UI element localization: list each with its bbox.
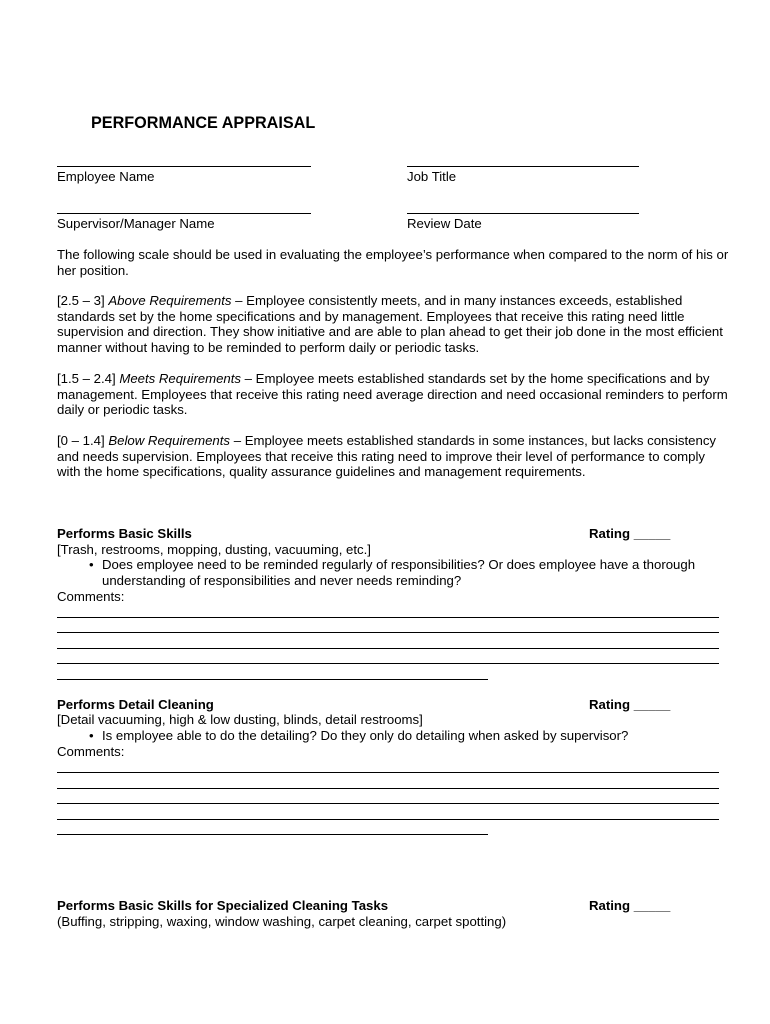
scale-text: – Employee meets established standards set by the home specifications and by management. Employees that receive this rating need average direction and need occasional reminders to perform daily or periodic tasks. xyxy=(57,371,728,418)
section-basic-skills-subtitle: [Trash, restrooms, mopping, dusting, vacuuming, etc.] xyxy=(57,542,371,557)
section-specialized-tasks-subtitle: (Buffing, stripping, waxing, window washing, carpet cleaning, carpet spotting) xyxy=(57,914,507,929)
scale-range: [2.5 – 3] xyxy=(57,293,105,308)
scale-above-requirements xyxy=(57,293,729,355)
page-title: PERFORMANCE APPRAISAL xyxy=(91,114,316,132)
section-specialized-tasks-title: Performs Basic Skills for Specialized Cleaning Tasks xyxy=(57,898,389,913)
comment-line[interactable] xyxy=(57,679,488,680)
bullet-text: Is employee able to do the detailing? Do they only do detailing when asked by supervisor? xyxy=(102,728,629,743)
job-title-line[interactable] xyxy=(407,166,639,167)
comment-line[interactable] xyxy=(57,788,719,789)
scale-label: Below Requirements xyxy=(108,433,231,448)
supervisor-name-label: Supervisor/Manager Name xyxy=(57,216,215,231)
comment-line[interactable] xyxy=(57,663,719,664)
section-basic-skills-title: Performs Basic Skills xyxy=(57,526,192,541)
section-detail-cleaning-bullet xyxy=(89,728,742,744)
scale-meets-requirements xyxy=(57,371,729,418)
section-detail-cleaning-subtitle: [Detail vacuuming, high & low dusting, blinds, detail restrooms] xyxy=(57,712,423,727)
bullet-icon: • xyxy=(89,728,94,743)
section-basic-skills-bullet xyxy=(89,557,742,588)
comment-line[interactable] xyxy=(57,834,488,835)
comment-line[interactable] xyxy=(57,819,719,820)
section-detail-cleaning-comments-label: Comments: xyxy=(57,744,125,759)
supervisor-name-line[interactable] xyxy=(57,213,311,214)
comment-line[interactable] xyxy=(57,803,719,804)
bullet-icon: • xyxy=(89,557,94,572)
scale-label: Meets Requirements xyxy=(119,371,241,386)
section-detail-cleaning-rating[interactable]: Rating _____ xyxy=(589,697,671,712)
scale-range: [0 – 1.4] xyxy=(57,433,105,448)
section-specialized-tasks-rating[interactable]: Rating _____ xyxy=(589,898,671,913)
bullet-text: Does employee need to be reminded regularly of responsibilities? Or does employee have a thorough understanding of responsibilities and never needs reminding? xyxy=(102,557,696,588)
review-date-label: Review Date xyxy=(407,216,482,231)
intro-paragraph: The following scale should be used in evaluating the employee’s performance when compared to the norm of his or her position. xyxy=(57,247,729,278)
section-detail-cleaning-title: Performs Detail Cleaning xyxy=(57,697,214,712)
employee-name-line[interactable] xyxy=(57,166,311,167)
scale-text: – Employee consistently meets, and in many instances exceeds, established standards set by the home specifications and by management. Employees that receive this rating need little supervision and direction. They show initiative and are able to plan ahead to get their job done in the most efficient manner without having to be reminded to perform daily or periodic tasks. xyxy=(57,293,723,355)
section-basic-skills-rating[interactable]: Rating _____ xyxy=(589,526,671,541)
scale-label: Above Requirements xyxy=(108,293,232,308)
scale-range: [1.5 – 2.4] xyxy=(57,371,116,386)
employee-name-label: Employee Name xyxy=(57,169,155,184)
job-title-label: Job Title xyxy=(407,169,457,184)
scale-below-requirements xyxy=(57,433,729,480)
comment-line[interactable] xyxy=(57,632,719,633)
section-basic-skills-comments-label: Comments: xyxy=(57,589,125,604)
comment-line[interactable] xyxy=(57,648,719,649)
comment-line[interactable] xyxy=(57,617,719,618)
scale-text: – Employee meets established standards in some instances, but lacks consistency and needs supervision. Employees that receive this rating need to improve their level of performance to comply with the home specifications, quality assurance guidelines and management requirements. xyxy=(57,433,717,480)
review-date-line[interactable] xyxy=(407,213,639,214)
comment-line[interactable] xyxy=(57,772,719,773)
